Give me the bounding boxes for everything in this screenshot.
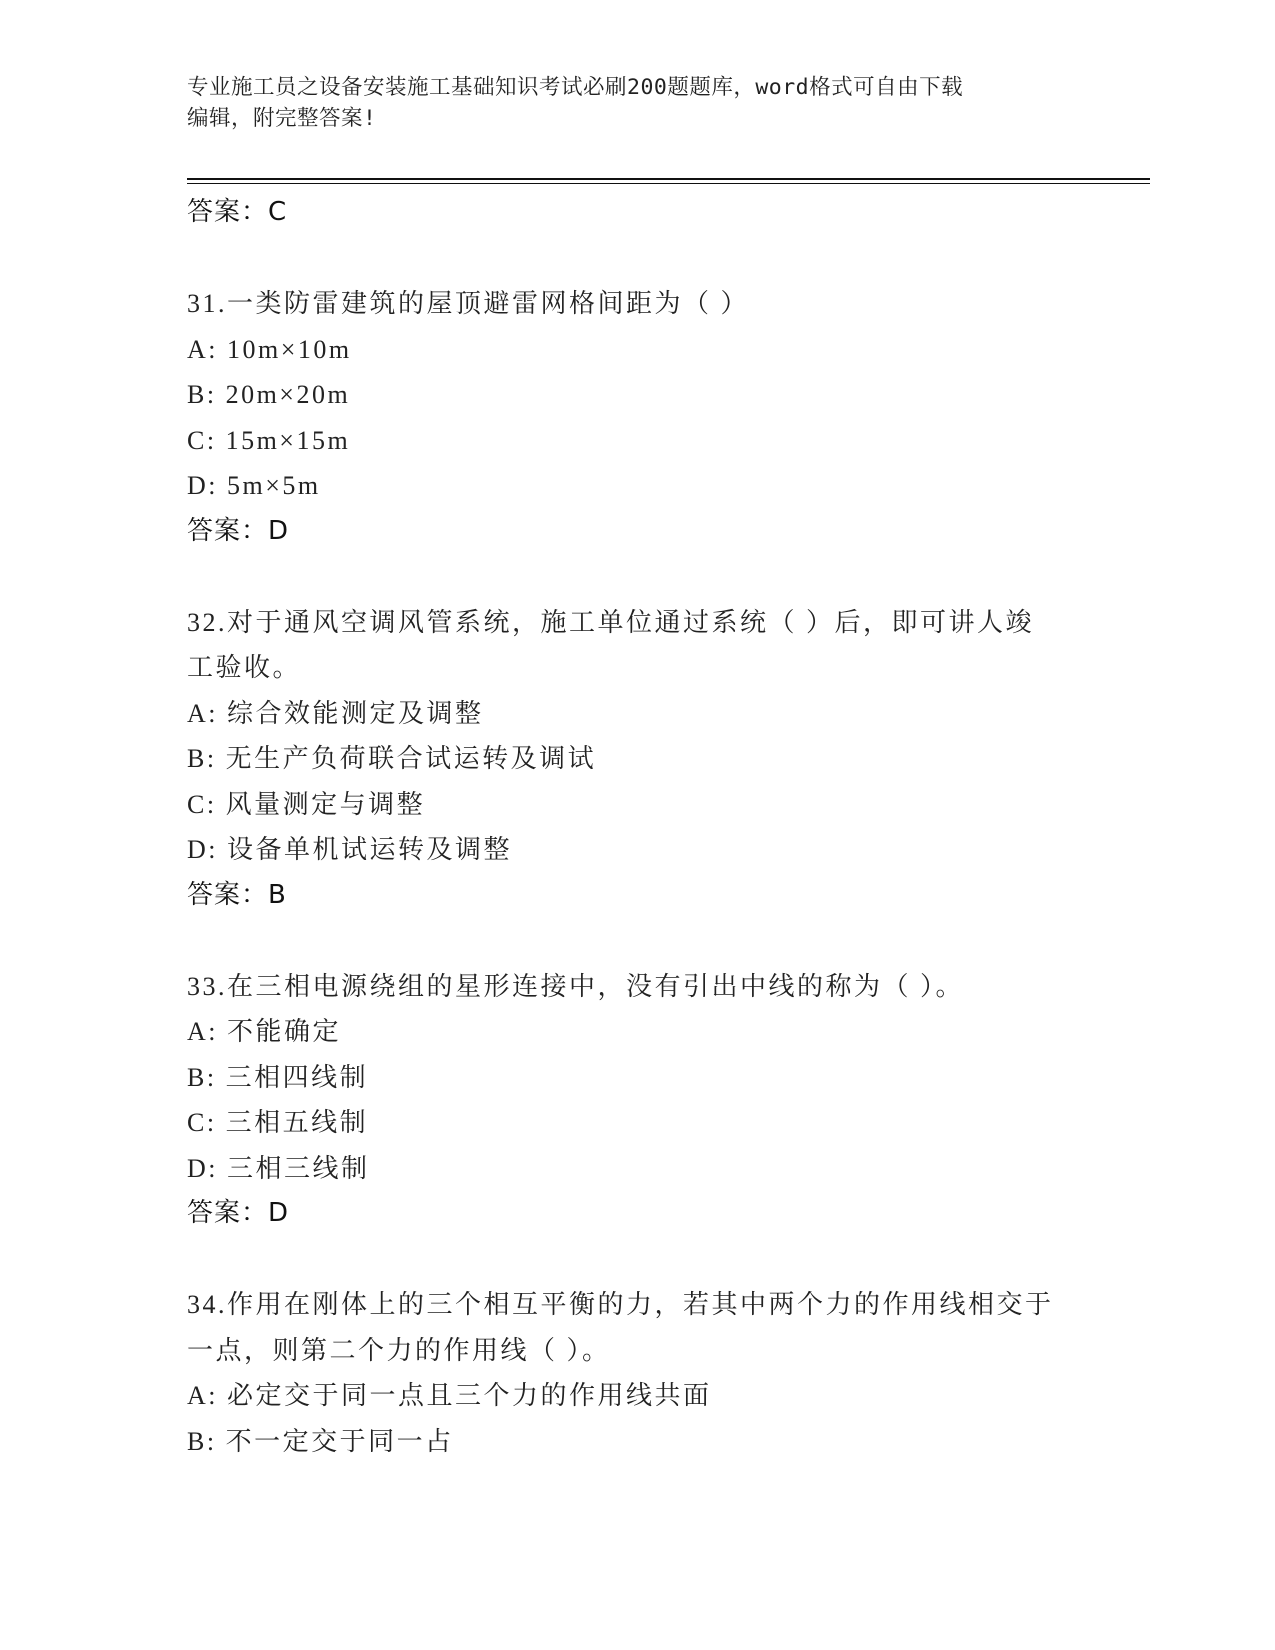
answer-line: 答案：B	[187, 879, 287, 910]
option-a: A: 10m×10m	[187, 334, 352, 364]
option-b: B: 不一定交于同一占	[187, 1426, 454, 1456]
option-c: C: 三相五线制	[187, 1108, 369, 1137]
header-rule-thin	[187, 183, 1150, 184]
option-b: B: 20m×20m	[187, 380, 351, 409]
question-block	[187, 281, 1087, 554]
option-a: A: 不能确定	[187, 1017, 342, 1046]
option-b: B: 三相四线制	[187, 1062, 369, 1092]
question-text: 32.对于通风空调风管系统，施工单位通过系统（ ）后，即可讲人竣	[187, 607, 1035, 637]
question-text: 31.一类防雷建筑的屋顶避雷网格间距为（ ）	[187, 289, 750, 318]
question-block	[187, 1282, 1087, 1464]
spacer	[187, 554, 1087, 600]
answer-line: 答案：D	[187, 1198, 290, 1228]
option-c: C: 15m×15m	[187, 425, 351, 455]
option-c: C: 风量测定与调整	[187, 789, 426, 819]
question-text-continued: 工验收。	[187, 653, 302, 682]
question-block	[187, 964, 1087, 1237]
option-b: B: 无生产负荷联合试运转及调试	[187, 744, 597, 773]
header-title-line-1: 专业施工员之设备安装施工基础知识考试必刷200题题库，word格式可自由下载	[187, 75, 964, 100]
option-d: D: 三相三线制	[187, 1153, 370, 1183]
header-rule-thick	[187, 178, 1150, 180]
option-d: D: 5m×5m	[187, 471, 321, 500]
answer-line: 答案：C	[187, 197, 288, 227]
question-block	[187, 600, 1087, 919]
option-a: A: 综合效能测定及调整	[187, 698, 484, 728]
document-header	[187, 72, 1067, 134]
question-text-continued: 一点，则第二个力的作用线（ ）。	[187, 1335, 611, 1365]
question-list	[187, 190, 1087, 1464]
spacer	[187, 1237, 1087, 1283]
option-a: A: 必定交于同一点且三个力的作用线共面	[187, 1381, 712, 1410]
header-title-line-2: 编辑，附完整答案!	[187, 106, 377, 131]
spacer	[187, 236, 1087, 282]
option-d: D: 设备单机试运转及调整	[187, 835, 513, 864]
answer-line: 答案：D	[187, 515, 290, 546]
question-text: 33.在三相电源绕组的星形连接中，没有引出中线的称为（ ）。	[187, 971, 965, 1001]
spacer	[187, 918, 1087, 964]
question-text: 34.作用在刚体上的三个相互平衡的力，若其中两个力的作用线相交于	[187, 1290, 1054, 1319]
